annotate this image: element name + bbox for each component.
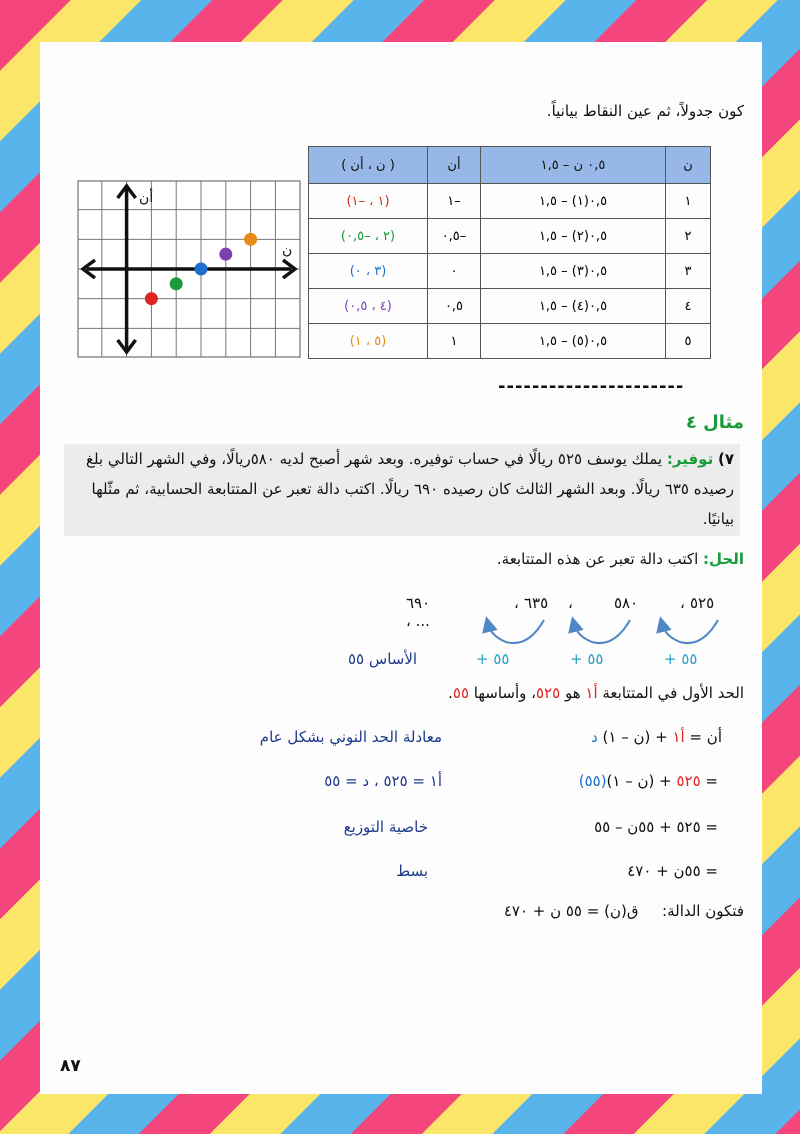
- cell-an: ٠: [428, 254, 481, 289]
- problem-keyword: توفير:: [666, 450, 714, 468]
- step-text: + (ن – ١): [597, 728, 673, 746]
- step-reason: أ١ = ٥٢٥ ، د = ٥٥: [324, 772, 442, 790]
- cell-an: –٠,٥: [428, 219, 481, 254]
- header-n: ن: [666, 147, 711, 184]
- common-difference: ٥٥: [452, 684, 470, 702]
- diff-label: + ٥٥: [664, 650, 698, 668]
- seq-term-last: ٦٩٠ ، ...: [406, 594, 431, 630]
- example-title: مثال ٤: [685, 412, 744, 433]
- cell-an: ١: [428, 324, 481, 359]
- step-term: د: [591, 728, 598, 746]
- graph-point: [219, 248, 232, 261]
- cell-expr: ٠,٥(١) – ١,٥: [481, 184, 666, 219]
- step-reason: خاصية التوزيع: [343, 818, 428, 836]
- graph-point: [170, 277, 183, 290]
- page-number: ٨٧: [60, 1056, 81, 1076]
- step-text: =: [700, 772, 718, 790]
- coordinate-graph: [77, 180, 301, 358]
- first-term-line: [448, 684, 744, 702]
- table-row: [309, 219, 711, 254]
- step-left: = ٥٢٥ + ٥٥ن – ٥٥: [594, 818, 718, 836]
- cell-n: ١: [666, 184, 711, 219]
- header-an: أن: [428, 147, 481, 184]
- cell-expr: ٠,٥(٣) – ١,٥: [481, 254, 666, 289]
- cell-expr: ٠,٥(٢) – ١,٥: [481, 219, 666, 254]
- step-reason: بسط: [396, 862, 428, 880]
- section-divider: ----------------------: [498, 376, 685, 397]
- first-term-text: هو: [560, 684, 586, 702]
- problem-number: ٧): [717, 450, 734, 468]
- problem-text: يملك يوسف ٥٢٥ ريالًا في حساب توفيره. وبعد شهر أصبح لديه ٥٨٠ريالًا، وفي الشهر التالي بلغ رصيده ٦٣٥ ريالًا. وبعد الشهر الثالث كان رصيده ٦٩٠ ريالًا. اكتب دالة تعبر عن المتتابعة الحسابية، ثم مثّلها بيانيًا.: [85, 450, 734, 528]
- solution-text: اكتب دالة تعبر عن هذه المتتابعة.: [496, 550, 699, 568]
- cell-n: ٢: [666, 219, 711, 254]
- cell-pair: (٥ ، ١): [309, 324, 428, 359]
- table-row: [309, 289, 711, 324]
- cell-pair: (٢ ، –٠,٥): [309, 219, 428, 254]
- first-term-text: .: [448, 684, 453, 702]
- cell-n: ٣: [666, 254, 711, 289]
- cell-n: ٥: [666, 324, 711, 359]
- seq-term: ٥٨٠: [614, 594, 639, 612]
- first-term-text: الحد الأول في المتتابعة: [597, 684, 744, 702]
- seq-term: ٦٣٥: [524, 594, 549, 612]
- step-term: أ١: [672, 728, 685, 746]
- seq-term: ٥٢٥: [690, 594, 715, 612]
- cell-pair: (١ ، –١): [309, 184, 428, 219]
- solution-label: الحل:: [703, 550, 744, 568]
- step-left: [591, 728, 722, 746]
- intro-text: كون جدولاً، ثم عين النقاط بيانياً.: [546, 102, 744, 120]
- difference-arrows: [440, 614, 740, 654]
- cell-expr: ٠,٥(٤) – ١,٥: [481, 289, 666, 324]
- cell-pair: (٣ ، ٠): [309, 254, 428, 289]
- conclusion-formula: ق(ن) = ٥٥ ن + ٤٧٠: [503, 902, 639, 920]
- cell-pair: (٤ ، ٠,٥): [309, 289, 428, 324]
- header-expr: ٠,٥ ن – ١,٥: [481, 147, 666, 184]
- page: [40, 42, 762, 1094]
- base-label: الأساس ٥٥: [348, 650, 418, 668]
- seq-sep: ،: [680, 594, 685, 612]
- first-term-symbol: أ١: [585, 684, 598, 702]
- arrow-3: [488, 620, 544, 643]
- table-row: [309, 324, 711, 359]
- diff-label: + ٥٥: [570, 650, 604, 668]
- step-text: أن =: [684, 728, 722, 746]
- cell-an: ٠,٥: [428, 289, 481, 324]
- table-row: [309, 254, 711, 289]
- table-header-row: [309, 147, 711, 184]
- step-reason: معادلة الحد النوني بشكل عام: [259, 728, 442, 746]
- problem-box: [64, 444, 740, 536]
- conclusion-line: [504, 902, 744, 920]
- graph-point: [195, 263, 208, 276]
- seq-sep: ،: [514, 594, 519, 612]
- conclusion-label: فتكون الدالة:: [662, 902, 744, 920]
- graph-point: [145, 292, 158, 305]
- arrow-1: [662, 620, 718, 643]
- step-left: [579, 772, 718, 790]
- x-axis-label: ن: [282, 242, 293, 258]
- first-term-value: ٥٢٥: [536, 684, 561, 702]
- graph-point: [244, 233, 257, 246]
- solution-line: [497, 550, 744, 568]
- table-row: [309, 184, 711, 219]
- first-term-text: ، وأساسها: [469, 684, 536, 702]
- step-term: (٥٥): [578, 772, 607, 790]
- cell-an: –١: [428, 184, 481, 219]
- cell-n: ٤: [666, 289, 711, 324]
- step-term: ٥٢٥: [676, 772, 701, 790]
- y-axis-label: أن: [139, 190, 154, 206]
- step-left: = ٥٥ن + ٤٧٠: [627, 862, 718, 880]
- values-table: [308, 146, 711, 359]
- header-pair: ( ن ، أن ): [309, 147, 428, 184]
- cell-expr: ٠,٥(٥) – ١,٥: [481, 324, 666, 359]
- arrow-2: [574, 620, 630, 643]
- step-text: + (ن – ١): [606, 772, 677, 790]
- seq-sep: ،: [568, 594, 573, 612]
- diff-label: + ٥٥: [476, 650, 510, 668]
